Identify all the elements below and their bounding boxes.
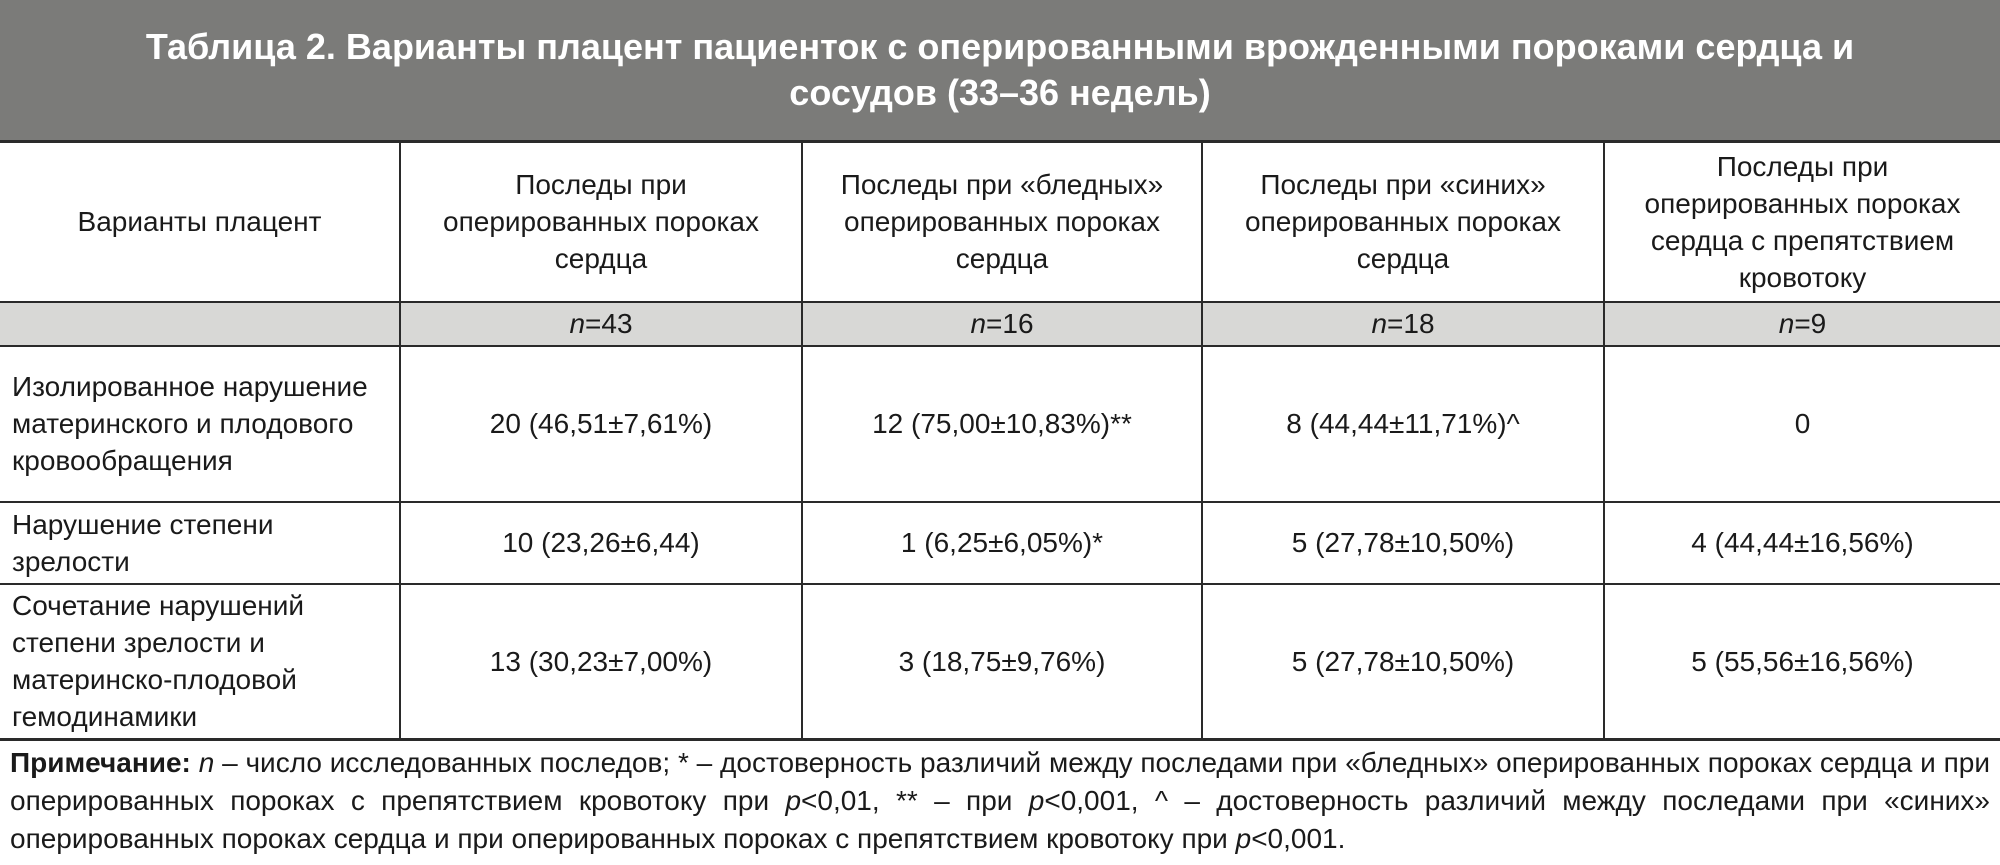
n-symbol: n: [970, 308, 987, 339]
table-row: [0, 584, 2000, 740]
table-cell: 1 (6,25±6,05%)*: [802, 502, 1202, 584]
p-symbol: p: [1235, 823, 1252, 854]
table-cell: 20 (46,51±7,61%): [400, 346, 802, 502]
row-label: Нарушение степени зрелости: [0, 502, 400, 584]
table-cell: 13 (30,23±7,00%): [400, 584, 802, 740]
table-cell: 3 (18,75±9,76%): [802, 584, 1202, 740]
table-title-line-2: сосудов (33–36 недель): [789, 72, 1211, 113]
table-footnote: [10, 744, 1990, 858]
n-symbol: n: [1371, 308, 1388, 339]
sample-size-label: [0, 302, 400, 346]
table-row: [0, 346, 2000, 502]
table-cell: 5 (27,78±10,50%): [1202, 584, 1604, 740]
n-symbol: n: [569, 308, 586, 339]
table-cell: 5 (27,78±10,50%): [1202, 502, 1604, 584]
table-cell: 5 (55,56±16,56%): [1604, 584, 2000, 740]
table-cell: 12 (75,00±10,83%)**: [802, 346, 1202, 502]
n-symbol: n: [1778, 308, 1795, 339]
row-label: Изолированное нарушение материнского и плодового кровообращения: [0, 346, 400, 502]
row-label: Сочетание нарушений степени зрелости и материнско-плодовой гемодинамики: [0, 584, 400, 740]
table-header-row: [0, 142, 2000, 302]
sample-size-value: =16: [986, 308, 1034, 339]
header-cell-variants: Варианты плацент: [0, 142, 400, 302]
sample-size-cell: [400, 302, 802, 346]
table-cell: 8 (44,44±11,71%)^: [1202, 346, 1604, 502]
sample-size-value: =43: [585, 308, 633, 339]
table-title: [0, 0, 2000, 140]
header-cell-obstruction: Последы при оперированных пороках сердца с препятствием кровотоку: [1604, 142, 2000, 302]
header-cell-blue: Последы при «синих» оперированных пороках сердца: [1202, 142, 1604, 302]
footnote-text: – число исследованных последов; * – достоверность различий между последами при «бледных» оперированных пороках сердца и при оперированных пороках с препятствием кровотоку при: [10, 747, 1991, 816]
sample-size-row: [0, 302, 2000, 346]
header-cell-pale: Последы при «бледных» оперированных пороках сердца: [802, 142, 1202, 302]
table-title-line-1: Таблица 2. Варианты плацент пациенток с оперированными врожденными пороками сердца и: [145, 26, 1855, 67]
sample-size-cell: [802, 302, 1202, 346]
placenta-variants-table: [0, 140, 2000, 741]
header-cell-operated: Последы при оперированных пороках сердца: [400, 142, 802, 302]
p-symbol: p: [785, 785, 802, 816]
table-cell: 10 (23,26±6,44): [400, 502, 802, 584]
footnote-label: Примечание:: [10, 747, 191, 778]
n-symbol: n: [198, 747, 215, 778]
sample-size-cell: [1604, 302, 2000, 346]
table-row: [0, 502, 2000, 584]
sample-size-value: =18: [1387, 308, 1435, 339]
sample-size-cell: [1202, 302, 1604, 346]
table-cell: 4 (44,44±16,56%): [1604, 502, 2000, 584]
footnote-text: <0,001.: [1251, 823, 1346, 854]
sample-size-value: =9: [1794, 308, 1827, 339]
footnote-text: <0,001, ^ – достоверность различий между последами при «синих» оперированных пороках сердца и при оперированных пороках с препятствием кровотоку при: [10, 785, 1990, 854]
table-cell: 0: [1604, 346, 2000, 502]
footnote-text: <0,01, ** – при: [801, 785, 1029, 816]
p-symbol: p: [1028, 785, 1045, 816]
